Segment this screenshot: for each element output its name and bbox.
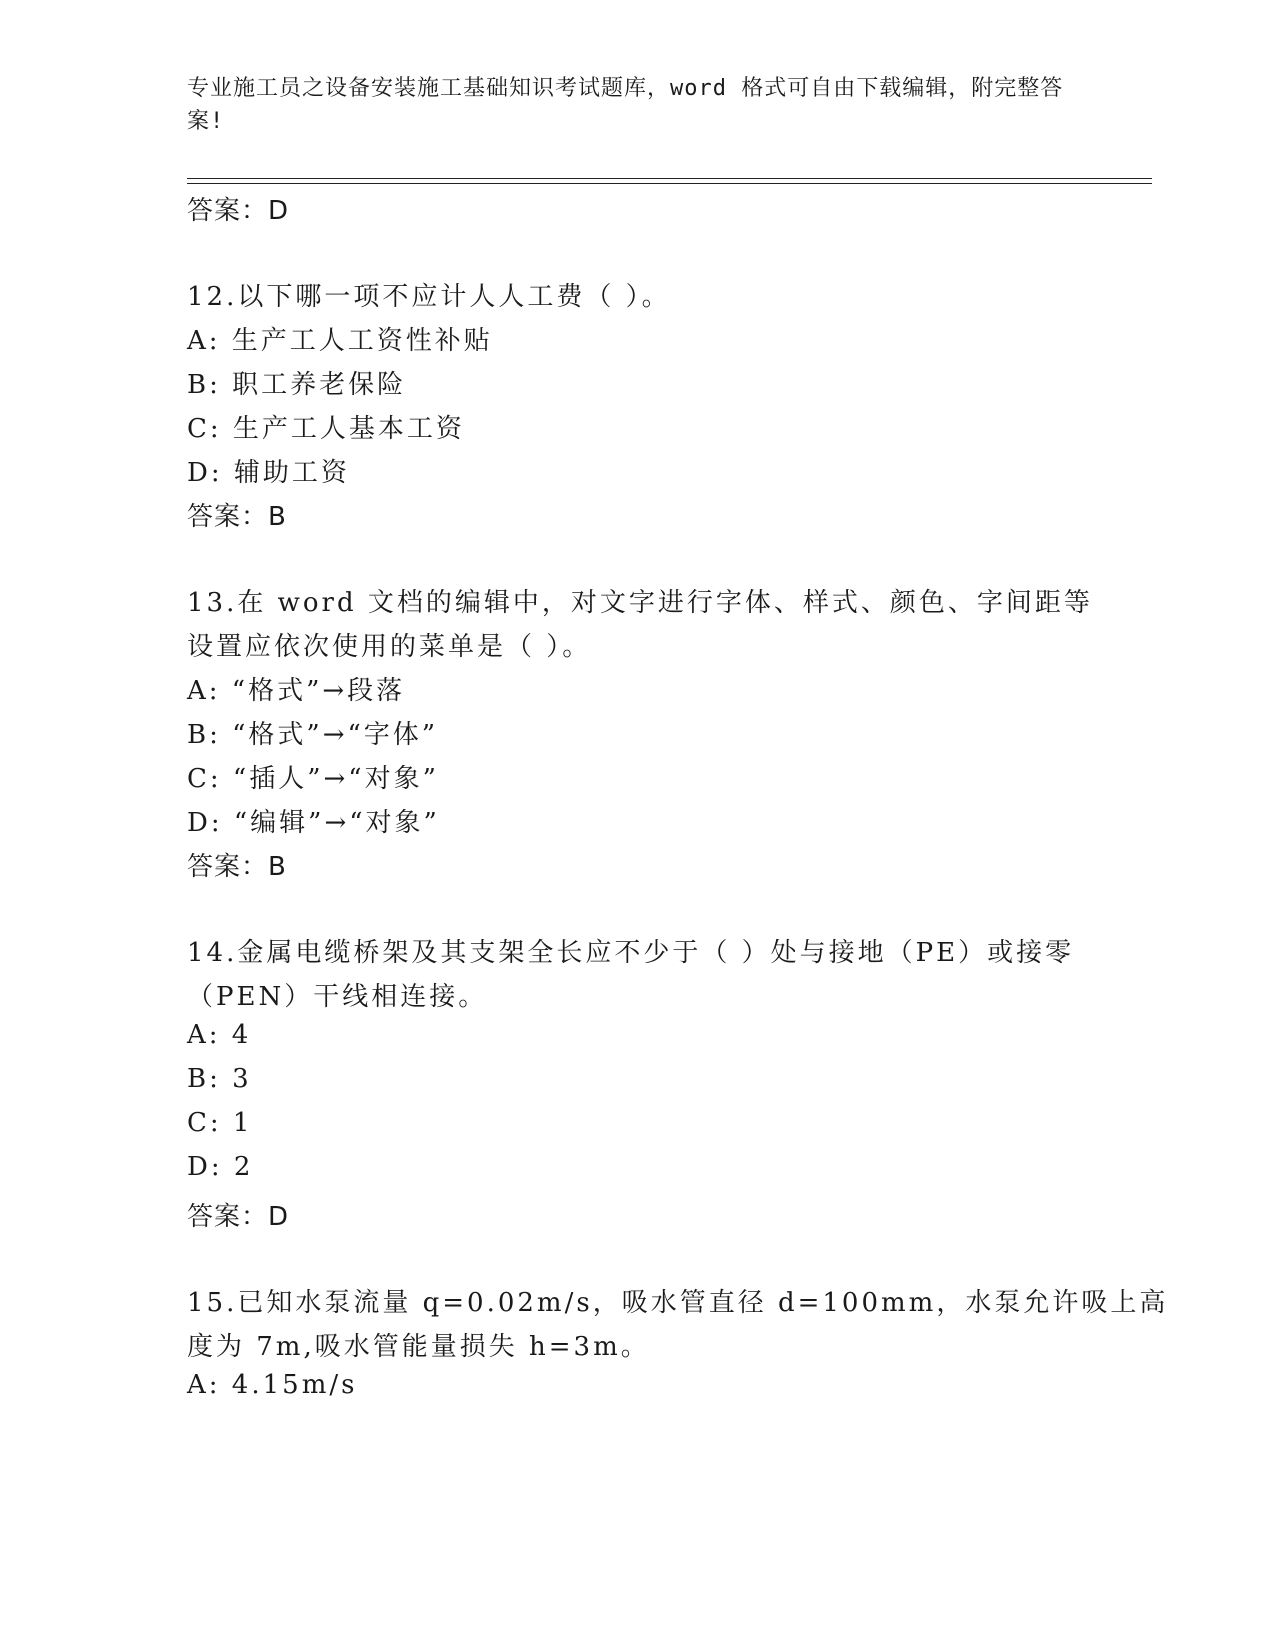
document-header: 专业施工员之设备安装施工基础知识考试题库，word 格式可自由下载编辑，附完整答案! (187, 76, 1064, 134)
question-14-option-b: B: 3 (187, 1064, 252, 1094)
question-14-stem-line1: 14.金属电缆桥架及其支架全长应不少于（ ）处与接地（PE）或接零 (187, 938, 1075, 968)
header-divider-top (187, 178, 1152, 179)
question-13-option-b: B: “格式”→“字体” (187, 720, 439, 750)
answer-11: 答案：D (187, 196, 290, 226)
answer-14: 答案：D (187, 1202, 290, 1232)
question-15-stem-line2: 度为 7m,吸水管能量损失 h=3m。 (187, 1332, 650, 1362)
question-12-stem: 12.以下哪一项不应计人人工费（ ）。 (187, 282, 671, 312)
question-13-stem-line1: 13.在 word 文档的编辑中，对文字进行字体、样式、颜色、字间距等 (187, 588, 1093, 618)
question-14-option-d: D: 2 (187, 1152, 254, 1182)
question-13-option-d: D: “编辑”→“对象” (187, 808, 440, 838)
answer-12: 答案：B (187, 502, 287, 532)
answer-13: 答案：B (187, 852, 287, 882)
question-12-option-c: C: 生产工人基本工资 (187, 414, 465, 444)
question-15-option-a: A: 4.15m/s (187, 1370, 358, 1400)
question-13-option-a: A: “格式”→段落 (187, 676, 406, 706)
header-divider-bottom (187, 183, 1152, 184)
question-14-option-a: A: 4 (187, 1020, 252, 1050)
question-12-option-d: D: 辅助工资 (187, 458, 350, 488)
question-12-option-b: B: 职工养老保险 (187, 370, 407, 400)
question-13-stem-line2: 设置应依次使用的菜单是（ ）。 (187, 632, 592, 662)
question-14-option-c: C: 1 (187, 1108, 253, 1138)
question-14-stem-line2: （PEN）干线相连接。 (187, 982, 488, 1012)
question-13-option-c: C: “插人”→“对象” (187, 764, 439, 794)
question-15-stem-line1: 15.已知水泵流量 q=0.02m/s，吸水管直径 d=100mm，水泵允许吸上高 (187, 1288, 1169, 1318)
question-12-option-a: A: 生产工人工资性补贴 (187, 326, 493, 356)
